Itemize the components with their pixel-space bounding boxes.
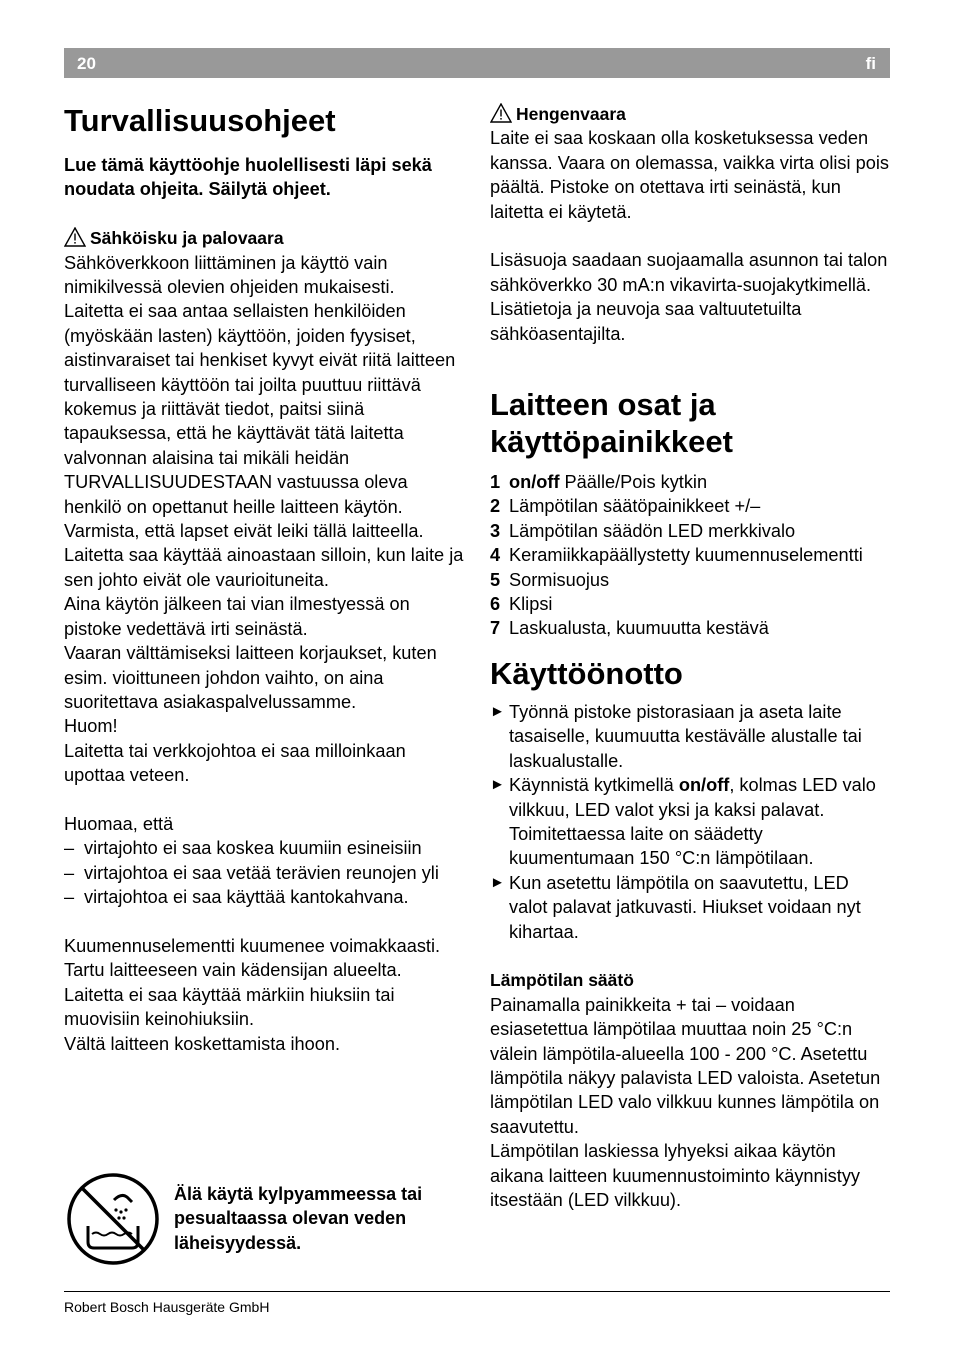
list-item: ► Kun asetettu lämpötila on saavutettu, LED valot palavat jatkuvasti. Hiukset voidaan nyt kihartaa. <box>490 872 861 942</box>
right-column <box>490 102 890 1212</box>
page-number: 20 <box>77 54 96 73</box>
warning-title-electric: Sähköisku ja palovaara <box>90 228 284 249</box>
arrow-right-icon: ► <box>490 776 505 794</box>
left-column <box>64 98 466 1056</box>
no-bath-icon <box>66 1172 160 1266</box>
paragraph: Lisäsuoja saadaan suojaamalla asunnon tai talon sähköverkko 30 mA:n vikavirta-suojakytkimellä. Lisätietoja ja neuvoja saa valtuutetuilta sähköasentajilta. <box>490 250 888 344</box>
warning-title-life: Hengenvaara <box>516 104 626 124</box>
paragraph: Varmista, että lapset eivät leiki tällä laitteella. <box>64 521 424 542</box>
subsection-title-temperature: Lämpötilan säätö <box>490 970 634 991</box>
warning-heading-life <box>490 102 890 126</box>
list-item: ► Käynnistä kytkimellä on/off, kolmas LED valo vilkkuu, LED valot yksi ja kaksi palavat. Toimitettaessa laite on säädetty kuumentumaan 150 °C:n lämpötilaan. <box>490 775 876 869</box>
page-header-bar <box>64 48 890 78</box>
warning-heading-electric <box>64 226 466 250</box>
paragraph: Laitetta ei saa antaa sellaisten henkilöiden (myöskään lasten) käyttöön, joiden fyysiset, aistinvaraiset tai henkiset kyvyt eivät riitä laitteen turvalliseen käyttöön tai joilta puuttuu riittävä kokemus ja riittävät tiedot, paitsi siinä tapauksessa, että he käyttävät tätä laitetta valvonnan alaisina tai mikäli heidän TURVALLISUUDESTAAN vastuussa oleva henkilö on opettanut heille laitteen käytön. <box>64 301 456 517</box>
list-item: 2 Lämpötilan säätöpainikkeet +/– <box>490 496 761 517</box>
paragraph: Sähköverkkoon liittäminen ja käyttö vain nimikilvessä olevien ohjeiden mukaisesti. <box>64 252 395 298</box>
paragraph: Laitetta tai verkkojohtoa ei saa milloinkaan upottaa veteen. <box>64 740 406 786</box>
footer-company: Robert Bosch Hausgeräte GmbH <box>64 1299 270 1315</box>
list-item: 7 Laskualusta, kuumuutta kestävä <box>490 618 769 639</box>
list-item: – virtajohtoa ei saa käyttää kantokahvana. <box>64 887 409 908</box>
list-item: 3 Lämpötilan säädön LED merkkivalo <box>490 520 796 541</box>
warning-triangle-icon <box>64 227 86 247</box>
list-item: 4 Keramiikkapäällystetty kuumennuselementti <box>490 545 863 566</box>
paragraph: Lämpötilan laskiessa lyhyeksi aikaa käytön aikana laitteen kuumennustoiminto käynnistyy itsestään (LED vilkkuu). <box>490 1141 861 1210</box>
paragraph: Aina käytön jälkeen tai vian ilmestyessä on pistoke vedettävä irti seinästä. <box>64 594 410 639</box>
section-title-startup: Käyttöönotto <box>490 655 683 691</box>
list-item: 6 Klipsi <box>490 594 553 615</box>
section-title-parts: Laitteen osat ja käyttöpainikkeet <box>490 387 733 460</box>
list-item: – virtajohtoa ei saa vetää terävien reunojen yli <box>64 862 439 883</box>
section-title-safety: Turvallisuusohjeet <box>64 103 336 138</box>
paragraph: Laitetta ei saa käyttää märkiin hiuksiin tai muovisiin keinohiuksiin. <box>64 984 395 1030</box>
paragraph: Vältä laitteen koskettamista ihoon. <box>64 1033 341 1054</box>
list-item: 5 Sormisuojus <box>490 569 610 590</box>
paragraph: Kuumennuselementti kuumenee voimakkaasti. Tartu laitteeseen vain kädensijan alueelta. <box>64 935 441 981</box>
paragraph: Laitetta saa käyttää ainoastaan silloin, kun laite ja sen johto eivät ole vaurioituneita. <box>64 545 464 590</box>
paragraph: Huom! <box>64 716 118 737</box>
language-code: fi <box>865 54 876 73</box>
paragraph: Painamalla painikkeita + tai – voidaan esiasetettua lämpötilaa muuttaa noin 25 °C:n välein lämpötila-alueella 100 - 200 °C. Asetettu lämpötila näkyy palavista LED valoista. Asetetun lämpötilan LED valo vilkkuu kunnes lämpötila on saavutettu. <box>490 994 881 1137</box>
paragraph: Laite ei saa koskaan olla kosketuksessa veden kanssa. Vaara on olemassa, vaikka virta olisi pois päältä. Pistoke on otettava irti seinästä, kun laitetta ei käytetä. <box>490 128 889 222</box>
list-item: – virtajohto ei saa koskea kuumiin esineisiin <box>64 838 422 859</box>
bath-warning-text: Älä käytä kylpyammeessa tai pesualtaassa olevan veden läheisyydessä. <box>174 1184 423 1253</box>
footer-divider <box>64 1291 890 1292</box>
arrow-right-icon: ► <box>490 702 505 720</box>
arrow-right-icon: ► <box>490 873 505 891</box>
list-item: ► Työnnä pistoke pistorasiaan ja aseta laite tasaiselle, kuumuutta kestävälle alustalle tai laskualustalle. <box>490 701 862 771</box>
intro-text: Lue tämä käyttöohje huolellisesti läpi sekä noudata ohjeita. Säilytä ohjeet. <box>64 155 432 200</box>
paragraph: Vaaran välttämiseksi laitteen korjaukset, kuten esim. vioittuneen johdon vaihto, on aina suoritettava asiakaspalvelussamme. <box>64 643 437 712</box>
warning-triangle-icon <box>490 103 512 123</box>
list-item: 1 on/off Päälle/Pois kytkin <box>490 472 708 493</box>
note-intro: Huomaa, että <box>64 813 174 834</box>
